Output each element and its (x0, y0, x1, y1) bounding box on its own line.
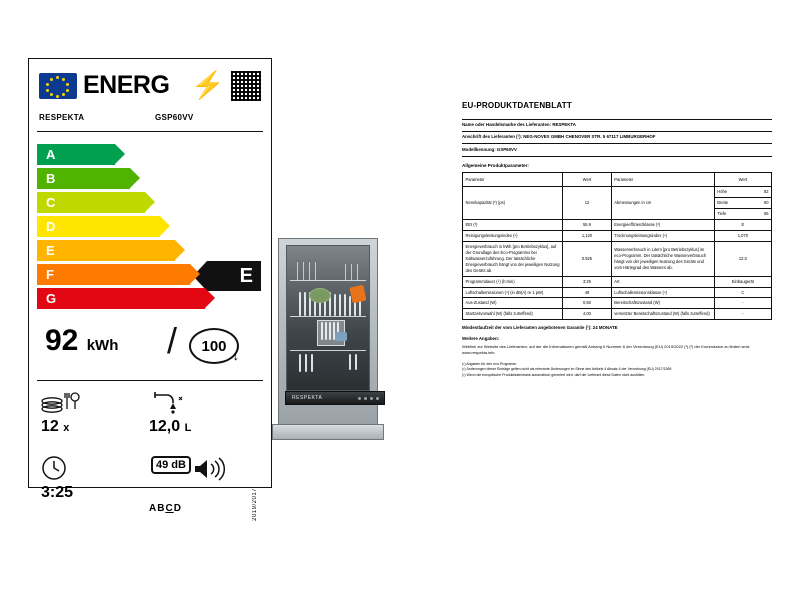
cell-off-label: Aus-Zustand (W) (463, 298, 563, 309)
footnote-2: (²) Änderungen dieser Einträge gelten nicht als relevante Änderungen im Sinne des Artikels 4 Absatz 4 der Verordnung (EU) 2017/1369. (462, 367, 673, 372)
address-row (462, 132, 772, 144)
noise-cell (145, 453, 253, 519)
class-arrow-g: G (37, 288, 205, 309)
class-arrow-d: D (37, 216, 160, 237)
cell-drying-value: 1,070 (714, 231, 771, 242)
cell-programduration-label: Programmdauer (⁴) (h:min) (463, 276, 563, 287)
qr-code-icon (231, 71, 261, 101)
cell-noiseclass-label: Luftschallemissionsklasse (⁴) (611, 287, 714, 298)
class-arrow-f: F (37, 264, 190, 285)
model-label: Modellkennung: (462, 146, 496, 152)
warranty-text: Mindestlaufzeit der vom Lieferanten angebotenen Garantie (¹): 24 MONATE (462, 325, 618, 331)
cell-energy-label: Energieverbrauch in kWh [pro Betriebszyklus], auf der Grundlage des Eco-Programms bei Kaltwasserzuführung. Der tatsächliche Energieverbrauch hängt von der jeweiligen Nutzung des Geräts ab. (463, 241, 563, 276)
address-value: NEG-NOVEX GMBH CHENOVER STR. 5 67117 LIMBURGERHOF (523, 134, 656, 140)
energy-class-scale (37, 144, 263, 312)
cell-eeclass-value: E (714, 220, 771, 231)
table-header-row (463, 173, 772, 187)
class-row-b (37, 168, 263, 189)
dim-value: 82 (763, 189, 769, 195)
dim-value: 60 (763, 200, 769, 206)
green-bowl (309, 288, 331, 303)
cell-depth (714, 209, 771, 220)
model-value: GSP60VV (496, 146, 517, 152)
address-label: Anschrift des Lieferanten (¹): (462, 134, 523, 140)
cell-drying-label: Trocknungsleistungsindex (⁴) (611, 231, 714, 242)
header-value-2: Wert (714, 173, 771, 187)
class-row-f (37, 264, 263, 285)
noise-classes-suffix: D (173, 503, 182, 514)
further-info-label: Weitere Angaben: (462, 335, 500, 341)
duration-value: 3:25 (41, 484, 74, 501)
cell-capacity-label: Nennkapazität (²) (ps) (463, 187, 563, 220)
noise-classes-prefix: AB (149, 503, 166, 514)
table-row (463, 309, 772, 320)
energy-value (45, 324, 118, 358)
table-row (463, 287, 772, 298)
footnotes (462, 362, 772, 378)
cell-type-value: Einbaugerät (714, 276, 771, 287)
cell-width (714, 198, 771, 209)
label-model: GSP60VV (155, 113, 194, 122)
header-parameter-1: Parameter (463, 173, 563, 187)
lightning-bolt-icon: ⚡ (191, 70, 225, 100)
parameters-table (462, 172, 772, 320)
class-row-c (37, 192, 263, 213)
supplier-value: RESPEKTA (552, 122, 576, 128)
footnote-1: (¹) Angaben für den eco-Programm. (462, 362, 518, 367)
cell-noise-value: 49 (563, 287, 612, 298)
cell-cleaning-value: 1,120 (563, 231, 612, 242)
supplier-row (462, 119, 772, 132)
cycle-arrow-icon: ↓ (232, 348, 239, 363)
energy-number: 92 (45, 324, 79, 357)
cell-standby-label: Bereitschaftszustand (W) (611, 298, 714, 309)
cell-programduration-value: 3:25 (563, 276, 612, 287)
faucet-icon (149, 387, 189, 417)
dim-label: Breite (717, 200, 728, 206)
cell-noise-label: Luftschallemissionen (⁴) (in dB(A) re 1 pW) (463, 287, 563, 298)
model-row (462, 144, 772, 156)
class-row-d (37, 216, 263, 237)
noise-db-badge: 49 dB (151, 456, 191, 474)
clock-icon (41, 453, 81, 483)
class-arrow-a: A (37, 144, 115, 165)
cell-waterconsumption-label: Wasserverbrauch in Litern [pro Betriebszyklus] im eco-Programm. Der tatsächliche Wasserverbrauch hängt von der jeweiligen Nutzung des Geräts und vom Härtegrad des Wassers ab. (611, 241, 714, 276)
class-arrow-b: B (37, 168, 130, 189)
blue-cup (335, 332, 347, 341)
duration-cell (37, 453, 145, 519)
datasheet-title: EU-PRODUKTDATENBLATT (462, 101, 572, 110)
table-row (463, 220, 772, 231)
cell-standby-value: - (714, 298, 771, 309)
regulation-number: 2019/2017 (252, 488, 258, 521)
speaker-icon (149, 453, 253, 483)
dim-label: Tiefe (717, 211, 727, 217)
class-row-g (37, 288, 263, 309)
table-row (463, 231, 772, 242)
cell-height (714, 187, 771, 198)
water-value: 12,0 L (149, 418, 192, 435)
product-datasheet (462, 100, 772, 378)
cycles-value: 100 (201, 337, 227, 355)
energy-consumption-block (37, 322, 263, 381)
cell-eei-value: 55.9 (563, 220, 612, 231)
product-image-dishwasher (272, 238, 384, 458)
eu-flag-icon (39, 73, 77, 99)
dim-label: Höhe (717, 189, 728, 195)
table-row (463, 241, 772, 276)
energy-unit: kWh (86, 337, 119, 354)
cell-off-value: 0,50 (563, 298, 612, 309)
dishes-icon (41, 387, 81, 417)
cell-capacity-value: 12 (563, 187, 612, 220)
cell-delaystart-label: Startzeitvorwahl (W) (falls zutreffend) (463, 309, 563, 320)
cell-eei-label: EEI (³) (463, 220, 563, 231)
orange-container (349, 285, 366, 304)
class-arrow-e: E (37, 240, 175, 261)
rated-class-pointer: E (207, 261, 261, 291)
dishwasher-interior (286, 245, 370, 391)
cell-eeclass-label: Energieeffizienzklasse (³) (611, 220, 714, 231)
cell-dimensions-label: Abmessungen in cm (611, 187, 714, 220)
class-arrow-c: C (37, 192, 145, 213)
table-row (463, 276, 772, 287)
noise-class-scale (149, 503, 182, 514)
supplier-label: Name oder Handelsmarke des Lieferanten: (462, 122, 552, 128)
cell-networkstandby-value: - (714, 309, 771, 320)
divider-slash: / (167, 320, 178, 361)
place-settings-cell (37, 387, 145, 453)
cell-energy-value: 0.925 (563, 241, 612, 276)
label-brand: RESPEKTA (39, 113, 85, 122)
label-icon-grid (37, 387, 263, 527)
header-parameter-2: Parameter (611, 173, 714, 187)
panel-indicator-lights (358, 397, 379, 400)
label-header (37, 67, 263, 111)
general-params-title: Allgemeine Produktparameter: (462, 162, 529, 168)
cell-cleaning-label: Reinigungsleistungsindex (⁴) (463, 231, 563, 242)
eu-energy-label (28, 58, 272, 521)
further-info-text: Weblink zur Website des Lieferanten, auf der die Informationen gemäß Anhang II Nummer 6 der Verordnung (EU) 2019/2022 (¹) (²) der Kommission zu finden sind: www.respekta.info (462, 344, 750, 356)
water-cell (145, 387, 253, 453)
control-panel (285, 391, 385, 405)
cell-delaystart-value: 4,00 (563, 309, 612, 320)
noise-class-active: C (165, 503, 174, 514)
cell-noiseclass-value: C (714, 287, 771, 298)
dishwasher-open-door (272, 424, 384, 440)
class-row-a (37, 144, 263, 165)
place-settings-value: 12 x (41, 418, 70, 435)
table-row (463, 298, 772, 309)
dim-value: 55 (763, 211, 769, 217)
cell-type-label: Art (611, 276, 714, 287)
table-row (463, 187, 772, 198)
cell-networkstandby-label: vernetzter Bereitschaftszustand (W) (falls zutreffend) (611, 309, 714, 320)
footnote-3: (³) Wenn die europäische Produktdatenbank automatisch generiert wird, darf der Lieferant diese Daten nicht ausfüllen. (462, 372, 646, 377)
label-brand-row (37, 113, 263, 132)
cell-waterconsumption-value: 12.0 (714, 241, 771, 276)
header-value-1: Wert (563, 173, 612, 187)
cycles-badge (189, 328, 239, 364)
dishwasher-body (278, 238, 378, 426)
class-row-e (37, 240, 263, 287)
panel-brand-logo: RESPEKTA (292, 395, 323, 401)
energy-wordmark: ENERG (83, 71, 170, 99)
